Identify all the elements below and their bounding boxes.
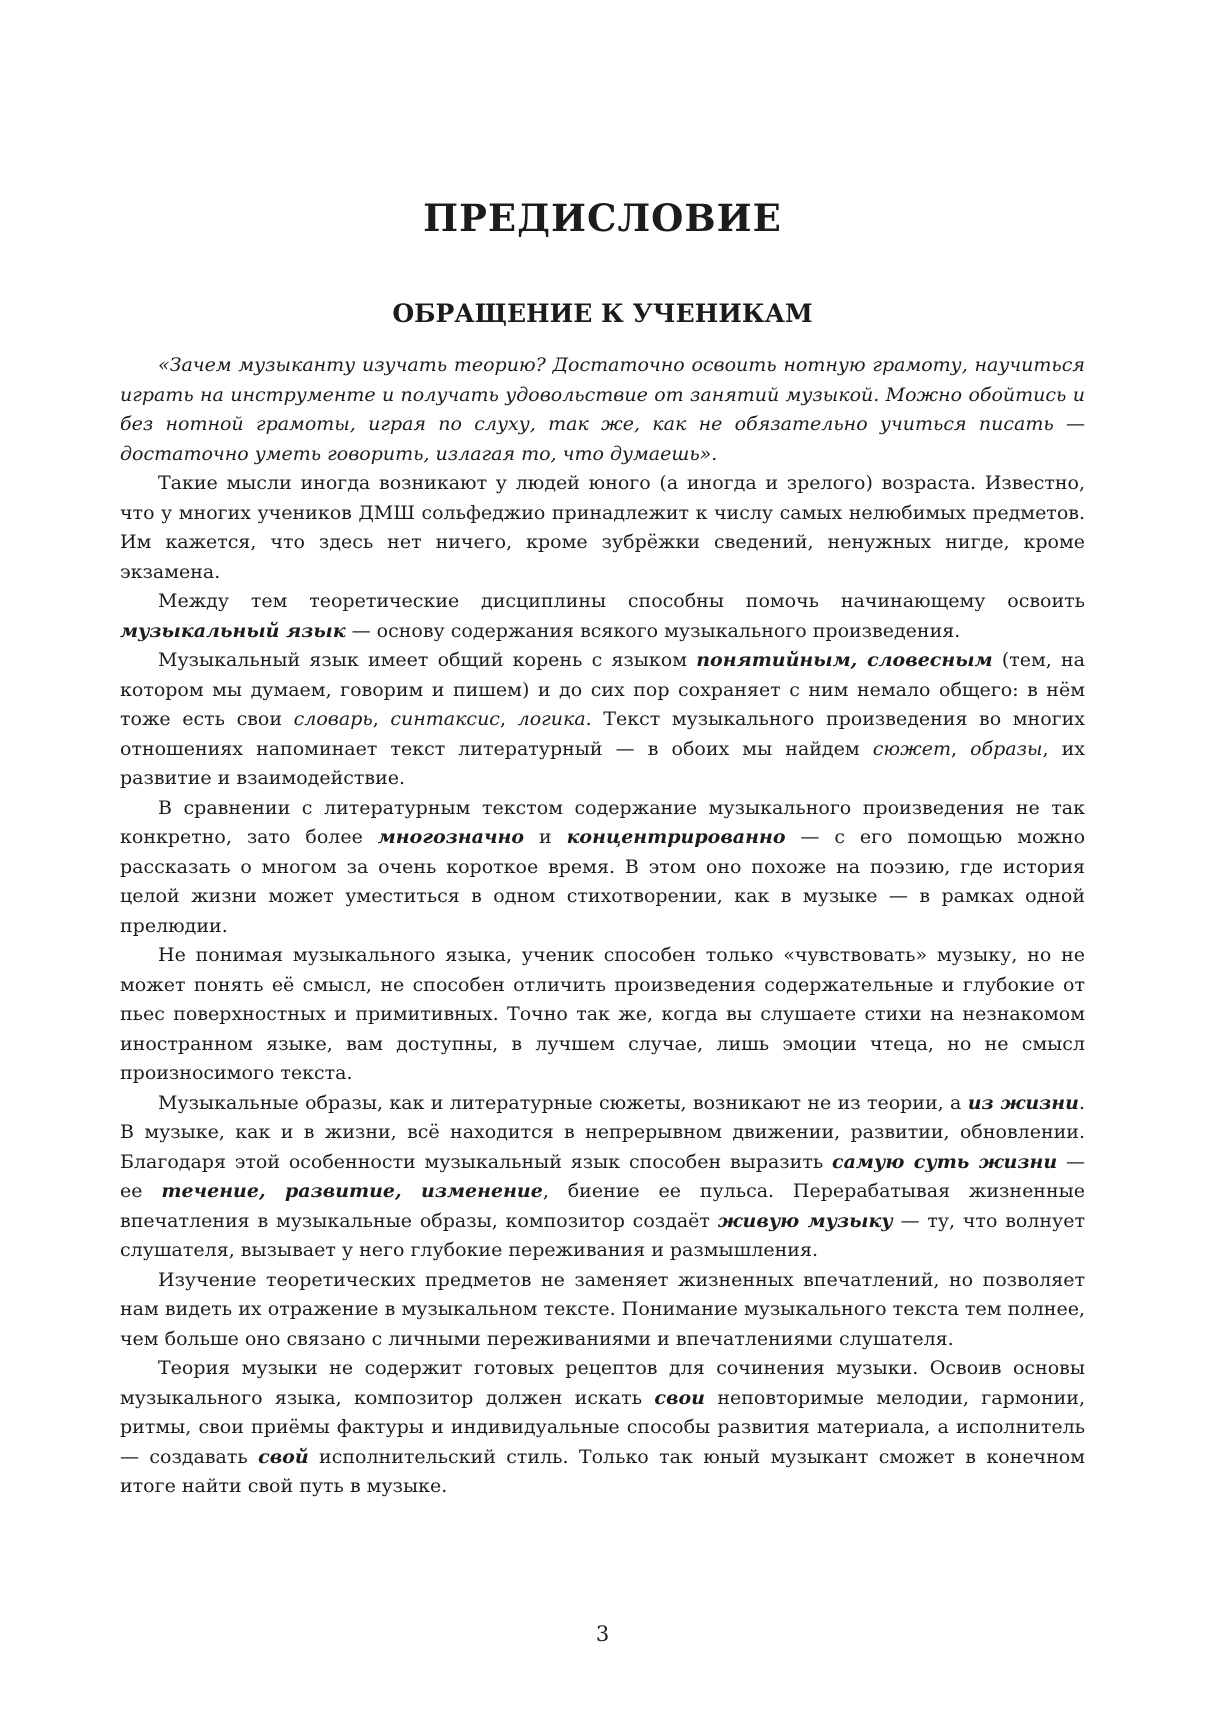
paragraph-5 [120, 794, 1085, 942]
text-run: , их развитие и взаимодействие. [120, 737, 1085, 789]
text-run: Теория музыки не содержит готовых рецептов для сочинения музыки. Освоив основы музыкального языка, композитор должен искать [120, 1357, 1085, 1409]
text-run: , [499, 708, 518, 730]
text-run: , [950, 737, 971, 760]
text-run: Между тем теоретические дисциплины способны помочь начинающему освоить [158, 590, 1085, 612]
text-run: . Текст музыкального произведения во многих отношениях напоминает текст литературный — в обоих мы найдем [120, 708, 1085, 760]
emphasis: течение, развитие, изменение [161, 1180, 543, 1202]
text-run: В сравнении с литературным текстом содержание музыкального произведения не так конкретно, зато более [120, 796, 1085, 848]
text-run: — ее [120, 1150, 1085, 1202]
italic-term: словарь [293, 708, 373, 730]
body-text [120, 351, 1085, 1502]
italic-term: синтаксис [390, 708, 500, 730]
text-run: Музыкальный язык имеет общий корень с языком [158, 649, 697, 671]
emphasis: концентрированно [566, 826, 786, 848]
text-run: (тем, на котором мы думаем, говорим и пишем) и до сих пор сохраняет с ним немало общего: в нём тоже есть свои [120, 649, 1086, 730]
document-page [120, 0, 1085, 1713]
text-run: исполнительский стиль. Только так юный музыкант сможет в конечном итоге найти свой путь в музыке. [120, 1445, 1086, 1497]
emphasis: живую музыку [717, 1209, 893, 1232]
paragraph-9 [120, 1354, 1085, 1502]
page-number: 3 [595, 1622, 610, 1646]
page-title: ПРЕДИСЛОВИЕ [423, 196, 782, 240]
emphasis: понятийным, словесным [696, 649, 993, 671]
paragraph-3 [120, 587, 1085, 646]
text-run: , биение ее пульса. Перерабатывая жизненные впечатления в музыкальные образы, композитор создаёт [120, 1180, 1086, 1232]
emphasis: свой [258, 1445, 309, 1468]
paragraph-intro-quote: «Зачем музыканту изучать теорию? Достаточно освоить нотную грамоту, научиться играть на инструменте и получать удовольствие от занятий музыкой. Можно обойтись и без нотной грамоты, играя по слуху, так же, как не обязательно учиться писать — достаточно уметь говорить, излагая то, что думаешь». [120, 354, 1085, 465]
text-run: . В музыке, как и в жизни, всё находится в непрерывном движении, развитии, обновлении. Благодаря этой особенности музыкальный язык способен выразить [120, 1091, 1086, 1173]
text-run: — с его помощью можно рассказать о многом за очень короткое время. В этом оно похоже на поэзию, где история целой жизни может уместиться в одном стихотворении, как в музыке — в рамках одной прелюдии. [120, 826, 1086, 937]
italic-term: логика [517, 708, 586, 730]
text-run: — основу содержания всякого музыкального произведения. [345, 619, 961, 642]
paragraph-4 [120, 646, 1085, 794]
text-run: , [372, 708, 391, 730]
italic-term: образы [970, 737, 1043, 760]
italic-term: сюжет [872, 737, 951, 760]
emphasis: многозначно [377, 826, 525, 848]
text-run: — ту, что волнует слушателя, вызывает у него глубокие переживания и размышления. [120, 1209, 1085, 1261]
emphasis: самую суть жизни [832, 1150, 1058, 1173]
section-title: ОБРАЩЕНИЕ К УЧЕНИКАМ [392, 299, 813, 328]
emphasis: из жизни [967, 1091, 1079, 1114]
text-run: Музыкальные образы, как и литературные сюжеты, возникают не из теории, а [158, 1091, 968, 1114]
text-run: и [524, 826, 567, 848]
emphasis: свои [654, 1386, 705, 1409]
text-run: неповторимые мелодии, гармонии, ритмы, свои приёмы фактуры и индивидуальные способы развития материала, а исполнитель — создавать [120, 1386, 1085, 1468]
paragraph-2: Такие мысли иногда возникают у людей юного (а иногда и зрелого) возраста. Известно, что у многих учеников ДМШ сольфеджио принадлежит к числу самых нелюбимых предметов. Им кажется, что здесь нет ничего, кроме зубрёжки сведений, ненужных нигде, кроме экзамена. [120, 472, 1085, 583]
paragraph-7 [120, 1089, 1085, 1266]
paragraph-8: Изучение теоретических предметов не заменяет жизненных впечатлений, но позволяет нам видеть их отражение в музыкальном тексте. Понимание музыкального текста тем полнее, чем больше оно связано с личными переживаниями и впечатлениями слушателя. [120, 1268, 1085, 1350]
emphasis: музыкальный язык [120, 619, 346, 642]
paragraph-6: Не понимая музыкального языка, ученик способен только «чувствовать» музыку, но не может понять её смысл, не способен отличить произведения содержательные и глубокие от пьес поверхностных и примитивных. Точно так же, когда вы слушаете стихи на незнакомом иностранном языке, вам доступны, в лучшем случае, лишь эмоции чтеца, но не смысл произносимого текста. [120, 944, 1085, 1084]
